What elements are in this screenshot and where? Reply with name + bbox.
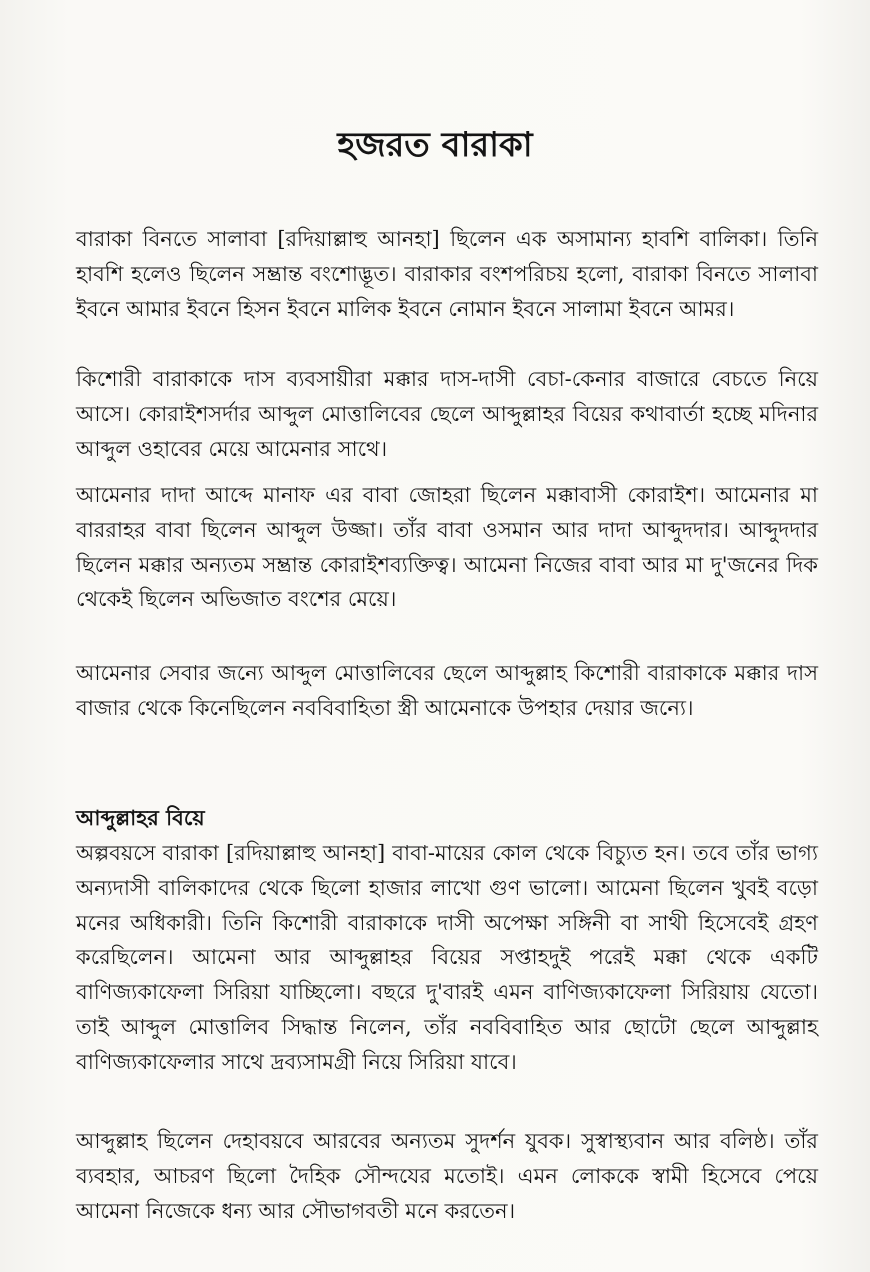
paragraph-market: কিশোরী বারাকাকে দাস ব্যবসায়ীরা মক্কার দাস-দাসী বেচা-কেনার বাজারে বেচতে নিয়ে আসে। কোরাইশসর্দার আব্দুল মোত্তালিবের ছেলে আব্দুল্লাহর বিয়ের কথাবার্তা হচ্ছে মদিনার আব্দুল ওহাবের মেয়ে আমেনার সাথে। <box>76 367 818 461</box>
paragraph-gift: আমেনার সেবার জন্যে আব্দুল মোত্তালিবের ছেলে আব্দুল্লাহ কিশোরী বারাকাকে মক্কার দাস বাজার থেকে কিনেছিলেন নববিবাহিতা স্ত্রী আমেনাকে উপহার দেয়ার জন্যে। <box>76 661 818 720</box>
paragraph-amena-family: আমেনার দাদা আব্দে মানাফ এর বাবা জোহরা ছিলেন মক্কাবাসী কোরাইশ। আমেনার মা বাররাহর বাবা ছিলেন আব্দুল উজ্জা। তাঁর বাবা ওসমান আর দাদা আব্দুদদার। আব্দুদদার ছিলেন মক্কার অন্যতম সম্ভ্রান্ত কোরাইশব্যক্তিত্ব। আমেনা নিজের বাবা আর মা দু'জনের দিক থেকেই ছিলেন অভিজাত বংশের মেয়ে। <box>76 483 818 612</box>
paragraph-abdullah: আব্দুল্লাহ ছিলেন দেহাবয়বে আরবের অন্যতম সুদর্শন যুবক। সুস্বাস্থ্যবান আর বলিষ্ঠ। তাঁর ব্যবহার, আচরণ ছিলো দৈহিক সৌন্দযের মতোই। এমন লোককে স্বামী হিসেবে পেয়ে আমেনা নিজেকে ধন্য আর সৌভাগবতী মনে করতেন। <box>76 1129 818 1223</box>
paragraph-fortune: অল্পবয়সে বারাকা [রদিয়াল্লাহু আনহা] বাবা-মায়ের কোল থেকে বিচ্যুত হন। তবে তাঁর ভাগ্য অন্যদাসী বালিকাদের থেকে ছিলো হাজার লাখো গুণ ভালো। আমেনা ছিলেন খুবই বড়ো মনের অধিকারী। তিনি কিশোরী বারাকাকে দাসী অপেক্ষা সঙ্গিনী বা সাথী হিসেবেই গ্রহণ করেছিলেন। আমেনা আর আব্দুল্লাহর বিয়ের সপ্তাহদুই পরেই মক্কা থেকে একটি বাণিজ্যকাফেলা সিরিয়া যাচ্ছিলো। বছরে দু'বারই এমন বাণিজ্যকাফেলা সিরিয়ায় যেতো। তাই আব্দুল মোত্তালিব সিদ্ধান্ত নিলেন, তাঁর নববিবাহিত আর ছোটো ছেলে আব্দুল্লাহ বাণিজ্যকাফেলার সাথে দ্রব্যসামগ্রী নিয়ে সিরিয়া যাবে। <box>76 841 818 1074</box>
page-title: হজরত বারাকা <box>337 125 533 165</box>
section-heading: আব্দুল্লাহর বিয়ে <box>76 805 205 830</box>
paragraph-lineage: বারাকা বিনতে সালাবা [রদিয়াল্লাহু আনহা] ছিলেন এক অসামান্য হাবশি বালিকা। তিনি হাবশি হলেও ছিলেন সম্ভ্রান্ত বংশোদ্ভূত। বারাকার বংশপরিচয় হলো, বারাকা বিনতে সালাবা ইবনে আমার ইবনে হিসন ইবনে মালিক ইবনে নোমান ইবনে সালামা ইবনে আমর। <box>76 227 818 321</box>
